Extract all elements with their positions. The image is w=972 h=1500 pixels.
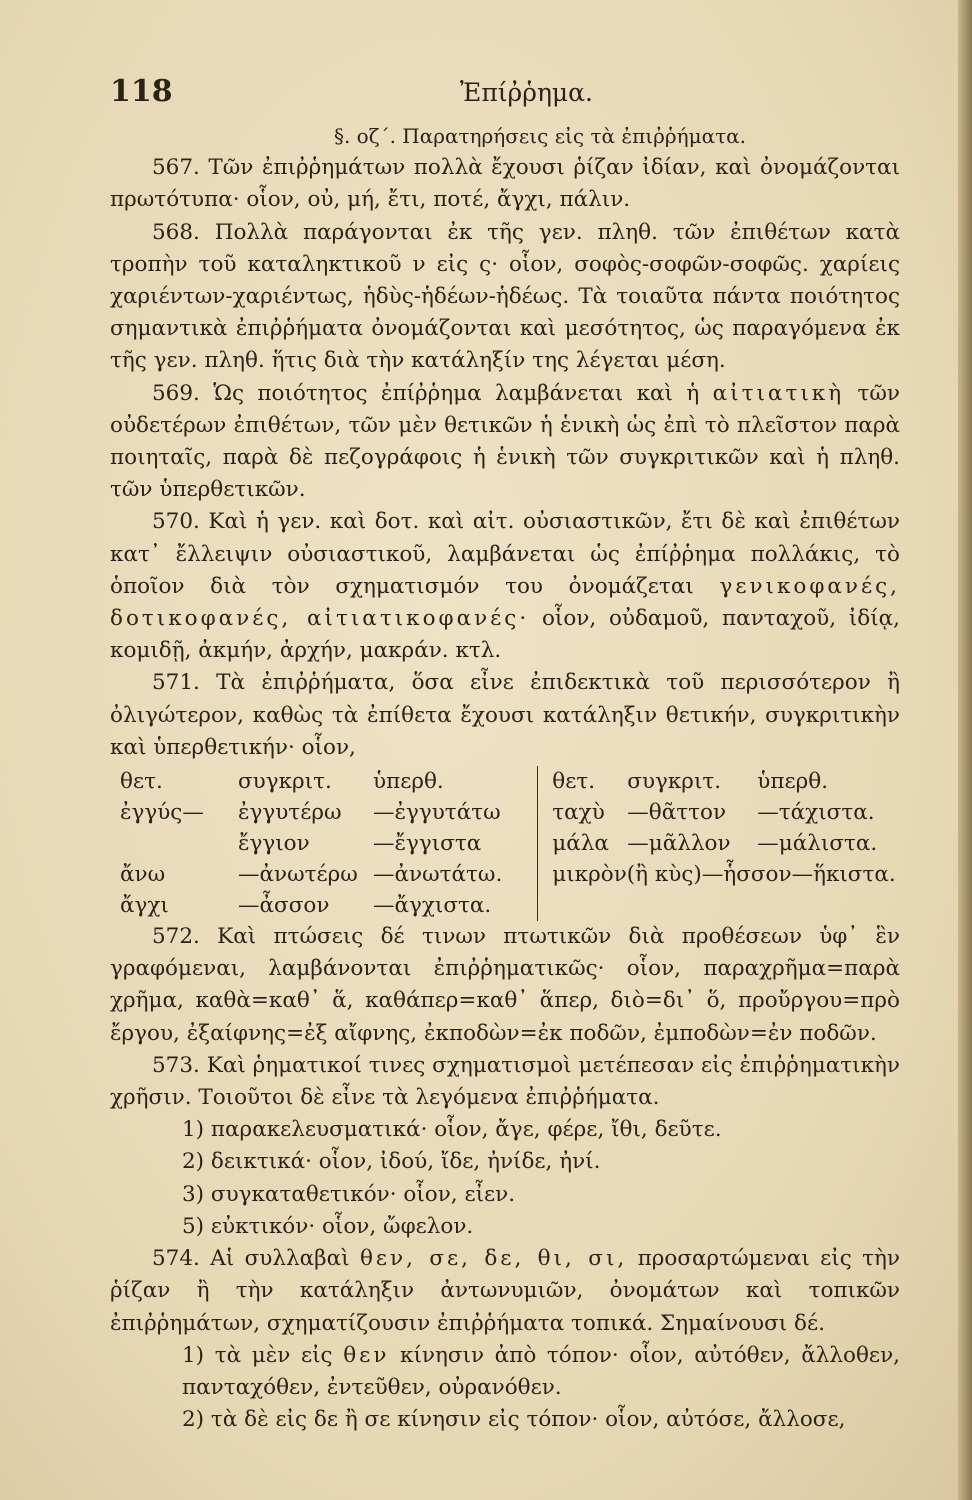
page-body bbox=[110, 120, 900, 1436]
table-cell: μάλα bbox=[552, 831, 609, 857]
table-cell: ἄνω bbox=[120, 862, 166, 888]
table-cell: ἄγχι bbox=[120, 893, 169, 919]
table-cell: συγκριτ. bbox=[238, 769, 332, 795]
table-cell: —ἆσσον bbox=[238, 893, 330, 919]
list-item bbox=[110, 1340, 900, 1404]
paragraph-567: 567. Τῶν ἐπιῤῥημάτων πολλὰ ἔχουσι ῥίζαν ἰδίαν, καὶ ὀνομάζονται πρωτότυπα· οἷον, οὐ, μή, ἔτι, ποτέ, ἄγχι, πάλιν. bbox=[110, 155, 900, 213]
list-item: 1) παρακελευσματικά· οἷον, ἄγε, φέρε, ἴθι, δεῦτε. bbox=[182, 1117, 722, 1143]
table-cell: ὑπερθ. bbox=[373, 769, 444, 795]
list-item: 2) τὰ δὲ εἰς δε ἢ σε κίνησιν εἰς τόπον· οἷον, αὐτόσε, ἄλλοσε, bbox=[182, 1407, 846, 1433]
table-row bbox=[552, 797, 900, 828]
table-cell: ἐγγυτέρω bbox=[238, 800, 342, 826]
table-row bbox=[552, 859, 900, 890]
table-row bbox=[120, 797, 537, 828]
table-cell: —ἧσσον bbox=[701, 862, 792, 888]
paragraph-570-text-a: 570. Καὶ ἡ γεν. καὶ δοτ. καὶ αἰτ. οὐσιαστικῶν, ἔτι δὲ καὶ ἐπιθέτων κατ᾽ ἔλλειψιν οὐσιαστικοῦ, λαμβάνεται ὡς ἐπίῤῥημα πολλάκις, τὸ ὁποῖον διὰ τὸν σχηματισμόν του ὀνομάζεται bbox=[110, 509, 900, 599]
table-row bbox=[552, 828, 900, 859]
list-item: 5) εὐκτικόν· οἷον, ὤφελον. bbox=[182, 1213, 474, 1239]
paragraph-569 bbox=[110, 378, 900, 507]
table-cell: —ἀνωτάτω. bbox=[373, 862, 503, 888]
table-row bbox=[120, 890, 537, 921]
table-row bbox=[120, 859, 537, 890]
running-head: Ἐπίῤῥημα. bbox=[460, 78, 594, 107]
paragraph-573: 573. Καὶ ῥηματικοί τινες σχηματισμοὶ μετέπεσαν εἰς ἐπιῤῥηματικὴν χρῆσιν. Τοιοῦτοι δὲ εἶνε τὰ λεγόμενα ἐπιῤῥήματα. bbox=[110, 1052, 900, 1111]
paragraph-574-text-b: προσαρτώμεναι εἰς τὴν ῥίζαν ἢ τὴν κατάληξιν ἀντωνυμιῶν, ὀνομάτων καὶ τοπικῶν ἐπιῤῥημάτων, σχηματίζουσιν ἐπιῤῥήματα τοπικά. Σημαίνουσι δέ. bbox=[110, 1246, 900, 1336]
paragraph-570-spaced: γενικοφανές, δοτικοφανές, αἰτιατικοφανές· bbox=[110, 573, 900, 632]
section-title: §. οζ΄. Παρατηρήσεις εἰς τὰ ἐπιῤῥήματα. bbox=[333, 124, 747, 148]
paragraph-568: 568. Πολλὰ παράγονται ἐκ τῆς γεν. πληθ. τῶν ἐπιθέτων κατὰ τροπὴν τοῦ καταληκτικοῦ ν εἰς ς· οἷον, σοφὸς-σοφῶν-σοφῶς. χαρίεις χαριέντων-χαριέντως, ἡδὺς-ἡδέων-ἡδέως. Τὰ τοιαῦτα πάντα ποιότητος σημαντικὰ ἐπιῤῥήματα ὀνομάζονται καὶ μεσότητος, ὡς παραγόμενα ἐκ τῆς γεν. πληθ. ἥτις διὰ τὴν κατάληξίν της λέγεται μέση. bbox=[110, 219, 900, 374]
table-cell: —θᾶττον bbox=[627, 800, 727, 826]
table-cell: θετ. bbox=[552, 769, 596, 795]
table-cell: —ἄγχιστα. bbox=[373, 893, 492, 919]
table-cell: θετ. bbox=[120, 769, 163, 795]
table-cell: —ἥκιστα. bbox=[791, 862, 896, 888]
paragraph-572: 572. Καὶ πτώσεις δέ τινων πτωτικῶν διὰ προθέσεων ὑφ᾽ ἓν γραφόμεναι, λαμβάνονται ἐπιῤῥηματικῶς· οἷον, παραχρῆμα=παρὰ χρῆμα, καθὰ=καθ᾽ ἅ, καθάπερ=καθ᾽ ἅπερ, διὸ=δι᾽ ὅ, προὔργου=πρὸ ἔργου, ἐξαίφνης=ἐξ αἴφνης, ἐκποδὼν=ἐκ ποδῶν, ἐμποδὼν=ἐν ποδῶν. bbox=[110, 924, 900, 1046]
table-cell: μικρὸν(ἢ κὺς) bbox=[552, 862, 702, 888]
paragraph-571: 571. Τὰ ἐπιῤῥήματα, ὅσα εἶνε ἐπιδεκτικὰ τοῦ περισσότερον ἢ ὀλιγώτερον, καθὼς τὰ ἐπίθετα ἔχουσι κατάληξιν θετικήν, συγκριτικὴν καὶ ὑπερθετικήν· οἷον, bbox=[110, 670, 900, 760]
table-cell: ἔγγιον bbox=[238, 831, 310, 857]
page-edge bbox=[958, 0, 972, 1500]
list-item-text-b: κίνησιν ἀπὸ τόπον· οἷον, αὐτόθεν, ἄλλοθεν, πανταχόθεν, ἐντεῦθεν, οὐρανόθεν. bbox=[182, 1342, 900, 1400]
list-item: 2) δεικτικά· οἷον, ἰδού, ἴδε, ἠνίδε, ἠνί. bbox=[182, 1149, 601, 1175]
paragraph-569-text-a: 569. Ὡς ποιότητος ἐπίῤῥημα λαμβάνεται καὶ ἡ bbox=[152, 380, 700, 406]
table-cell: —ἔγγιστα bbox=[373, 831, 482, 857]
table-cell: —ἀνωτέρω bbox=[238, 862, 358, 888]
table-row bbox=[120, 766, 537, 797]
table-cell: συγκριτ. bbox=[627, 769, 722, 795]
table-row bbox=[120, 828, 537, 859]
table-cell: —μάλιστα. bbox=[757, 831, 878, 857]
page-header bbox=[110, 74, 910, 114]
paragraph-569-spaced: αἰτιατικὴ bbox=[712, 380, 845, 406]
table-cell bbox=[120, 828, 238, 859]
table-cell: ταχὺ bbox=[552, 800, 605, 826]
paragraph-570 bbox=[110, 506, 900, 667]
table-cell: —τάχιστα. bbox=[757, 800, 875, 826]
comparison-table bbox=[110, 766, 900, 921]
comparison-table-left bbox=[110, 766, 538, 921]
paragraph-569-text-b: τῶν οὐδετέρων ἐπιθέτων, τῶν μὲν θετικῶν ἡ ἑνικὴ ὡς ἐπὶ τὸ πλεῖστον παρὰ ποιηταῖς, παρὰ δὲ πεζογράφοις ἡ ἑνικὴ τῶν συγκριτικῶν καὶ ἡ πληθ. τῶν ὑπερθετικῶν. bbox=[110, 380, 900, 503]
list-item-spaced: θεν bbox=[343, 1342, 390, 1368]
table-cell: —ἐγγυτάτω bbox=[373, 800, 501, 826]
paragraph-574-text-a: 574. Αἱ συλλαβαὶ bbox=[152, 1246, 350, 1272]
table-cell: —μᾶλλον bbox=[627, 831, 731, 857]
paragraph-574-spaced: θεν, σε, δε, θι, σι, bbox=[359, 1246, 628, 1272]
table-row bbox=[552, 766, 900, 797]
list-item: 3) συγκαταθετικόν· οἷον, εἶεν. bbox=[182, 1181, 516, 1207]
table-cell: ἐγγύς— bbox=[120, 800, 204, 826]
table-cell: ὑπερθ. bbox=[757, 769, 829, 795]
list-item-text-a: 1) τὰ μὲν εἰς bbox=[182, 1342, 333, 1368]
paragraph-574 bbox=[110, 1243, 900, 1340]
paragraph-570-text-b: οἷον, οὐδαμοῦ, πανταχοῦ, ἰδίᾳ, κομιδῇ, ἀκμήν, ἀρχήν, μακράν. κτλ. bbox=[110, 606, 900, 664]
comparison-table-right bbox=[538, 766, 900, 921]
page-number: 118 bbox=[110, 74, 173, 109]
